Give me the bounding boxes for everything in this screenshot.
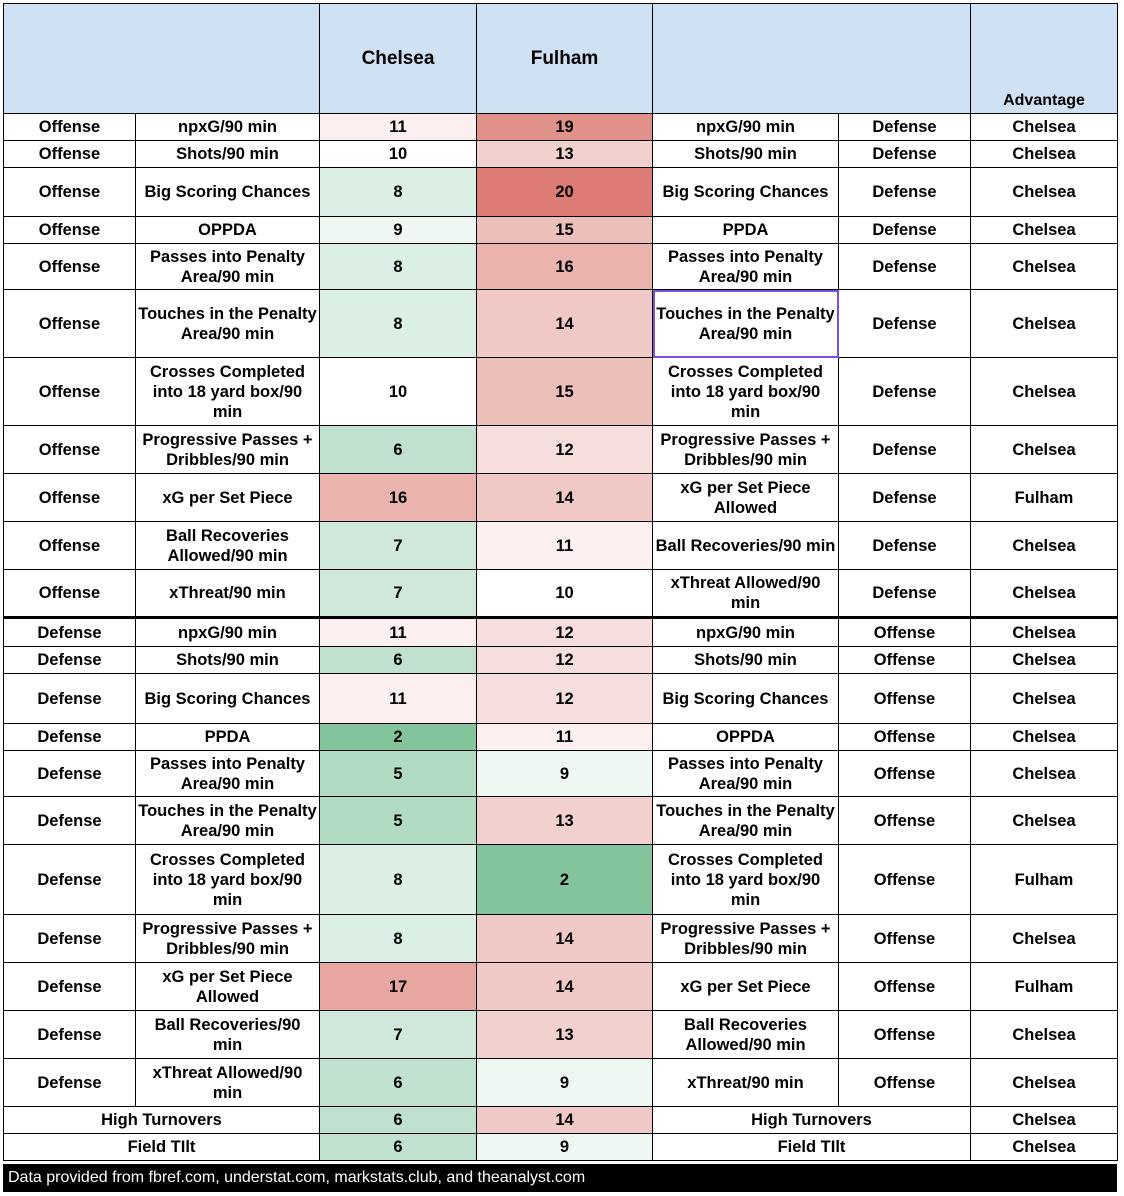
advantage-cell[interactable]: Chelsea bbox=[971, 647, 1118, 674]
metric-left-cell[interactable]: Shots/90 min bbox=[136, 141, 320, 168]
summary-metric-left-cell[interactable]: Field TIlt bbox=[4, 1134, 320, 1161]
side-right-cell[interactable]: Offense bbox=[839, 915, 971, 963]
header-row bbox=[4, 4, 1118, 114]
side-left-cell[interactable]: Defense bbox=[4, 724, 136, 751]
metric-left-cell[interactable]: npxG/90 min bbox=[136, 114, 320, 141]
side-right-cell[interactable]: Offense bbox=[839, 751, 971, 797]
advantage-cell[interactable]: Chelsea bbox=[971, 358, 1118, 426]
summary-row bbox=[4, 1134, 1118, 1161]
side-right-cell[interactable]: Offense bbox=[839, 647, 971, 674]
advantage-cell[interactable]: Chelsea bbox=[971, 751, 1118, 797]
team2-value-cell[interactable]: 12 bbox=[477, 618, 653, 647]
table-row bbox=[4, 474, 1118, 522]
side-right-cell[interactable]: Defense bbox=[839, 426, 971, 474]
team2-value-cell[interactable]: 14 bbox=[477, 915, 653, 963]
table-row bbox=[4, 358, 1118, 426]
team1-value-cell[interactable]: 6 bbox=[320, 1059, 477, 1107]
metric-left-cell[interactable]: Big Scoring Chances bbox=[136, 168, 320, 217]
table-row bbox=[4, 647, 1118, 674]
table-row bbox=[4, 522, 1118, 570]
team1-value-cell[interactable]: 6 bbox=[320, 1134, 477, 1161]
metric-left-cell[interactable]: Shots/90 min bbox=[136, 647, 320, 674]
table-row bbox=[4, 244, 1118, 290]
side-left-cell[interactable]: Defense bbox=[4, 647, 136, 674]
team1-value-cell[interactable]: 10 bbox=[320, 141, 477, 168]
team1-value-cell[interactable]: 17 bbox=[320, 963, 477, 1011]
side-right-cell[interactable]: Offense bbox=[839, 1059, 971, 1107]
side-left-cell[interactable]: Defense bbox=[4, 751, 136, 797]
metric-left-cell[interactable]: Ball Recoveries Allowed/90 min bbox=[136, 522, 320, 570]
metric-left-cell[interactable]: Passes into Penalty Area/90 min bbox=[136, 244, 320, 290]
team2-value-cell[interactable]: 13 bbox=[477, 141, 653, 168]
side-left-cell[interactable]: Offense bbox=[4, 426, 136, 474]
metric-left-cell[interactable]: Touches in the Penalty Area/90 min bbox=[136, 290, 320, 358]
metric-left-cell[interactable]: Crosses Completed into 18 yard box/90 min bbox=[136, 845, 320, 915]
summary-metric-right-cell[interactable]: Field TIlt bbox=[653, 1134, 971, 1161]
table-row bbox=[4, 915, 1118, 963]
team2-value-cell[interactable]: 11 bbox=[477, 724, 653, 751]
team2-value-cell[interactable]: 16 bbox=[477, 244, 653, 290]
side-right-cell[interactable]: Offense bbox=[839, 963, 971, 1011]
side-left-cell[interactable]: Offense bbox=[4, 570, 136, 618]
team2-value-cell[interactable]: 14 bbox=[477, 474, 653, 522]
team2-value-cell[interactable]: 15 bbox=[477, 217, 653, 244]
team1-value-cell[interactable]: 5 bbox=[320, 797, 477, 845]
metric-right-cell[interactable]: Shots/90 min bbox=[653, 647, 839, 674]
metric-right-cell[interactable]: npxG/90 min bbox=[653, 114, 839, 141]
metric-right-cell[interactable]: Ball Recoveries Allowed/90 min bbox=[653, 1011, 839, 1059]
metric-left-cell[interactable]: Passes into Penalty Area/90 min bbox=[136, 751, 320, 797]
table-row bbox=[4, 751, 1118, 797]
team2-value-cell[interactable]: 9 bbox=[477, 1134, 653, 1161]
metric-right-cell[interactable]: Big Scoring Chances bbox=[653, 674, 839, 724]
team1-value-cell[interactable]: 2 bbox=[320, 724, 477, 751]
team2-value-cell[interactable]: 13 bbox=[477, 797, 653, 845]
advantage-cell[interactable]: Chelsea bbox=[971, 915, 1118, 963]
advantage-cell[interactable]: Chelsea bbox=[971, 114, 1118, 141]
side-right-cell[interactable]: Defense bbox=[839, 244, 971, 290]
spreadsheet bbox=[3, 3, 1117, 1192]
metric-left-cell[interactable]: xThreat Allowed/90 min bbox=[136, 1059, 320, 1107]
metric-left-cell[interactable]: Big Scoring Chances bbox=[136, 674, 320, 724]
side-left-cell[interactable]: Offense bbox=[4, 114, 136, 141]
table-row bbox=[4, 724, 1118, 751]
advantage-cell[interactable]: Chelsea bbox=[971, 1107, 1118, 1134]
side-left-cell[interactable]: Offense bbox=[4, 474, 136, 522]
side-left-cell[interactable]: Defense bbox=[4, 963, 136, 1011]
side-right-cell[interactable]: Defense bbox=[839, 168, 971, 217]
summary-row bbox=[4, 1107, 1118, 1134]
metric-right-cell[interactable]: PPDA bbox=[653, 217, 839, 244]
team1-value-cell[interactable]: 11 bbox=[320, 674, 477, 724]
team1-value-cell[interactable]: 8 bbox=[320, 290, 477, 358]
team2-value-cell[interactable]: 14 bbox=[477, 1107, 653, 1134]
advantage-cell[interactable]: Chelsea bbox=[971, 290, 1118, 358]
metric-right-cell[interactable]: xG per Set Piece Allowed bbox=[653, 474, 839, 522]
advantage-cell[interactable]: Chelsea bbox=[971, 244, 1118, 290]
advantage-cell[interactable]: Chelsea bbox=[971, 797, 1118, 845]
metric-right-cell[interactable]: Progressive Passes + Dribbles/90 min bbox=[653, 426, 839, 474]
side-right-cell[interactable]: Offense bbox=[839, 618, 971, 647]
advantage-cell[interactable]: Fulham bbox=[971, 474, 1118, 522]
team1-value-cell[interactable]: 8 bbox=[320, 915, 477, 963]
advantage-cell[interactable]: Chelsea bbox=[971, 618, 1118, 647]
table-row bbox=[4, 168, 1118, 217]
metric-right-cell[interactable]: OPPDA bbox=[653, 724, 839, 751]
table-row bbox=[4, 1011, 1118, 1059]
side-left-cell[interactable]: Offense bbox=[4, 168, 136, 217]
metric-left-cell[interactable]: OPPDA bbox=[136, 217, 320, 244]
side-right-cell[interactable]: Defense bbox=[839, 570, 971, 618]
advantage-cell[interactable]: Chelsea bbox=[971, 217, 1118, 244]
advantage-cell[interactable]: Fulham bbox=[971, 845, 1118, 915]
side-right-cell[interactable]: Defense bbox=[839, 358, 971, 426]
team1-value-cell[interactable]: 8 bbox=[320, 845, 477, 915]
header-blank-left[interactable] bbox=[4, 4, 320, 114]
metric-right-cell[interactable]: xThreat/90 min bbox=[653, 1059, 839, 1107]
metric-right-cell[interactable]: xThreat Allowed/90 min bbox=[653, 570, 839, 618]
table-row bbox=[4, 1059, 1118, 1107]
side-right-cell[interactable]: Offense bbox=[839, 797, 971, 845]
metric-right-cell[interactable]: Shots/90 min bbox=[653, 141, 839, 168]
comparison-table bbox=[3, 3, 1118, 1161]
metric-left-cell[interactable]: npxG/90 min bbox=[136, 618, 320, 647]
side-left-cell[interactable]: Offense bbox=[4, 244, 136, 290]
side-right-cell[interactable]: Defense bbox=[839, 141, 971, 168]
side-left-cell[interactable]: Defense bbox=[4, 845, 136, 915]
team2-value-cell[interactable]: 19 bbox=[477, 114, 653, 141]
team2-value-cell[interactable]: 13 bbox=[477, 1011, 653, 1059]
team2-value-cell[interactable]: 15 bbox=[477, 358, 653, 426]
summary-metric-left-cell[interactable]: High Turnovers bbox=[4, 1107, 320, 1134]
metric-right-cell[interactable]: Crosses Completed into 18 yard box/90 min bbox=[653, 845, 839, 915]
team2-value-cell[interactable]: 10 bbox=[477, 570, 653, 618]
team1-value-cell[interactable]: 6 bbox=[320, 1107, 477, 1134]
metric-left-cell[interactable]: Crosses Completed into 18 yard box/90 min bbox=[136, 358, 320, 426]
team1-value-cell[interactable]: 6 bbox=[320, 647, 477, 674]
side-left-cell[interactable]: Offense bbox=[4, 141, 136, 168]
advantage-cell[interactable]: Chelsea bbox=[971, 141, 1118, 168]
side-left-cell[interactable]: Defense bbox=[4, 618, 136, 647]
team1-value-cell[interactable]: 7 bbox=[320, 1011, 477, 1059]
advantage-cell[interactable]: Chelsea bbox=[971, 674, 1118, 724]
table-row bbox=[4, 141, 1118, 168]
advantage-cell[interactable]: Chelsea bbox=[971, 724, 1118, 751]
side-left-cell[interactable]: Offense bbox=[4, 358, 136, 426]
header-team2[interactable]: Fulham bbox=[477, 4, 653, 114]
side-left-cell[interactable]: Defense bbox=[4, 915, 136, 963]
metric-right-cell[interactable]: Crosses Completed into 18 yard box/90 min bbox=[653, 358, 839, 426]
table-row bbox=[4, 570, 1118, 618]
team2-value-cell[interactable]: 12 bbox=[477, 647, 653, 674]
table-row bbox=[4, 963, 1118, 1011]
team2-value-cell[interactable]: 9 bbox=[477, 1059, 653, 1107]
side-right-cell[interactable]: Offense bbox=[839, 674, 971, 724]
team1-value-cell[interactable]: 7 bbox=[320, 570, 477, 618]
advantage-cell[interactable]: Chelsea bbox=[971, 168, 1118, 217]
table-row bbox=[4, 217, 1118, 244]
footer-source-note[interactable]: Data provided from fbref.com, understat.com, markstats.club, and theanalyst.com bbox=[3, 1164, 1117, 1192]
side-right-cell[interactable]: Offense bbox=[839, 1011, 971, 1059]
table-row bbox=[4, 426, 1118, 474]
team1-value-cell[interactable]: 9 bbox=[320, 217, 477, 244]
table-row bbox=[4, 674, 1118, 724]
side-left-cell[interactable]: Defense bbox=[4, 797, 136, 845]
advantage-cell[interactable]: Chelsea bbox=[971, 1059, 1118, 1107]
side-left-cell[interactable]: Offense bbox=[4, 290, 136, 358]
side-right-cell[interactable]: Defense bbox=[839, 290, 971, 358]
team1-value-cell[interactable]: 10 bbox=[320, 358, 477, 426]
advantage-cell[interactable]: Chelsea bbox=[971, 426, 1118, 474]
table-row bbox=[4, 114, 1118, 141]
table-row bbox=[4, 797, 1118, 845]
advantage-cell[interactable]: Chelsea bbox=[971, 1011, 1118, 1059]
summary-metric-right-cell[interactable]: High Turnovers bbox=[653, 1107, 971, 1134]
metric-right-cell[interactable]: Ball Recoveries/90 min bbox=[653, 522, 839, 570]
team2-value-cell[interactable]: 2 bbox=[477, 845, 653, 915]
advantage-cell[interactable]: Fulham bbox=[971, 963, 1118, 1011]
side-left-cell[interactable]: Offense bbox=[4, 522, 136, 570]
advantage-cell[interactable]: Chelsea bbox=[971, 570, 1118, 618]
side-left-cell[interactable]: Offense bbox=[4, 217, 136, 244]
side-left-cell[interactable]: Defense bbox=[4, 674, 136, 724]
metric-right-cell[interactable]: Passes into Penalty Area/90 min bbox=[653, 751, 839, 797]
side-left-cell[interactable]: Defense bbox=[4, 1059, 136, 1107]
team2-value-cell[interactable]: 12 bbox=[477, 426, 653, 474]
metric-right-cell[interactable]: xG per Set Piece bbox=[653, 963, 839, 1011]
metric-left-cell[interactable]: Ball Recoveries/90 min bbox=[136, 1011, 320, 1059]
team1-value-cell[interactable]: 8 bbox=[320, 244, 477, 290]
team2-value-cell[interactable]: 12 bbox=[477, 674, 653, 724]
side-right-cell[interactable]: Defense bbox=[839, 474, 971, 522]
team2-value-cell[interactable]: 11 bbox=[477, 522, 653, 570]
metric-left-cell[interactable]: Progressive Passes + Dribbles/90 min bbox=[136, 915, 320, 963]
metric-right-cell[interactable]: Touches in the Penalty Area/90 min bbox=[653, 290, 839, 358]
metric-right-cell[interactable]: Touches in the Penalty Area/90 min bbox=[653, 797, 839, 845]
side-right-cell[interactable]: Offense bbox=[839, 724, 971, 751]
team2-value-cell[interactable]: 20 bbox=[477, 168, 653, 217]
team1-value-cell[interactable]: 11 bbox=[320, 114, 477, 141]
metric-left-cell[interactable]: xG per Set Piece Allowed bbox=[136, 963, 320, 1011]
side-left-cell[interactable]: Defense bbox=[4, 1011, 136, 1059]
table-row bbox=[4, 845, 1118, 915]
metric-left-cell[interactable]: Progressive Passes + Dribbles/90 min bbox=[136, 426, 320, 474]
side-right-cell[interactable]: Defense bbox=[839, 522, 971, 570]
team1-value-cell[interactable]: 16 bbox=[320, 474, 477, 522]
team2-value-cell[interactable]: 9 bbox=[477, 751, 653, 797]
header-blank-right[interactable] bbox=[653, 4, 971, 114]
metric-left-cell[interactable]: Touches in the Penalty Area/90 min bbox=[136, 797, 320, 845]
team1-value-cell[interactable]: 11 bbox=[320, 618, 477, 647]
team1-value-cell[interactable]: 6 bbox=[320, 426, 477, 474]
side-right-cell[interactable]: Offense bbox=[839, 845, 971, 915]
metric-right-cell[interactable]: Passes into Penalty Area/90 min bbox=[653, 244, 839, 290]
side-right-cell[interactable]: Defense bbox=[839, 217, 971, 244]
metric-right-cell[interactable]: Progressive Passes + Dribbles/90 min bbox=[653, 915, 839, 963]
advantage-cell[interactable]: Chelsea bbox=[971, 522, 1118, 570]
metric-left-cell[interactable]: PPDA bbox=[136, 724, 320, 751]
metric-left-cell[interactable]: xG per Set Piece bbox=[136, 474, 320, 522]
header-team1[interactable]: Chelsea bbox=[320, 4, 477, 114]
table-row bbox=[4, 290, 1118, 358]
team2-value-cell[interactable]: 14 bbox=[477, 290, 653, 358]
side-right-cell[interactable]: Defense bbox=[839, 114, 971, 141]
team2-value-cell[interactable]: 14 bbox=[477, 963, 653, 1011]
metric-right-cell[interactable]: Big Scoring Chances bbox=[653, 168, 839, 217]
header-advantage[interactable]: Advantage bbox=[971, 4, 1118, 114]
team1-value-cell[interactable]: 7 bbox=[320, 522, 477, 570]
metric-right-cell[interactable]: npxG/90 min bbox=[653, 618, 839, 647]
team1-value-cell[interactable]: 5 bbox=[320, 751, 477, 797]
advantage-cell[interactable]: Chelsea bbox=[971, 1134, 1118, 1161]
team1-value-cell[interactable]: 8 bbox=[320, 168, 477, 217]
metric-left-cell[interactable]: xThreat/90 min bbox=[136, 570, 320, 618]
table-row bbox=[4, 618, 1118, 647]
